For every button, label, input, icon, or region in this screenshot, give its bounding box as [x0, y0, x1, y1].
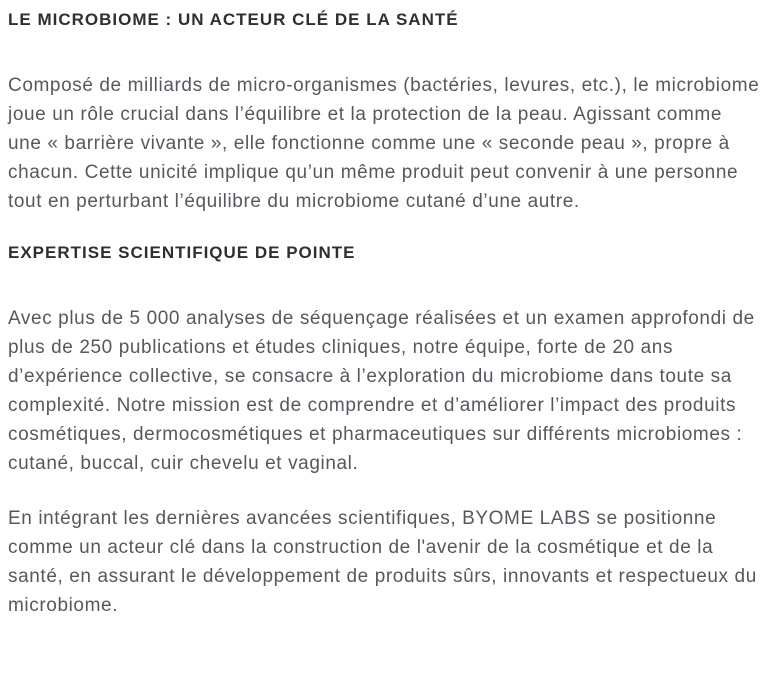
section-heading-expertise: EXPERTISE SCIENTIFIQUE DE POINTE: [8, 243, 356, 262]
section-microbiome: [8, 9, 760, 216]
paragraph-expertise-analyses: Avec plus de 5 000 analyses de séquençage réalisées et un examen approfondi de plus de 250 publications et études cliniques, notre équipe, forte de 20 ans d’expérience collective, se consacre à l’exploration du microbiome dans toute sa complexité. Notre mission est de comprendre et d’améliorer l’impact des produits cosmétiques, dermocosmétiques et pharmaceutiques sur différents microbiomes : cutané, buccal, cuir chevelu et vaginal.: [8, 308, 755, 474]
paragraph-microbiome-intro: Composé de milliards de micro-organismes (bactéries, levures, etc.), le microbiome joue un rôle crucial dans l’équilibre et la protection de la peau. Agissant comme une « barrière vivante », elle fonctionne comme une « seconde peau », propre à chacun. Cette unicité implique qu’un même produit peut convenir à une personne tout en perturbant l’équilibre du microbiome cutané d’une autre.: [8, 75, 760, 212]
section-expertise: [8, 242, 760, 620]
section-heading-microbiome: LE MICROBIOME : UN ACTEUR CLÉ DE LA SANTÉ: [8, 10, 459, 29]
paragraph-expertise-byome-labs: En intégrant les dernières avancées scientifiques, BYOME LABS se positionne comme un acteur clé dans la construction de l'avenir de la cosmétique et de la santé, en assurant le développement de produits sûrs, innovants et respectueux du microbiome.: [8, 508, 757, 616]
